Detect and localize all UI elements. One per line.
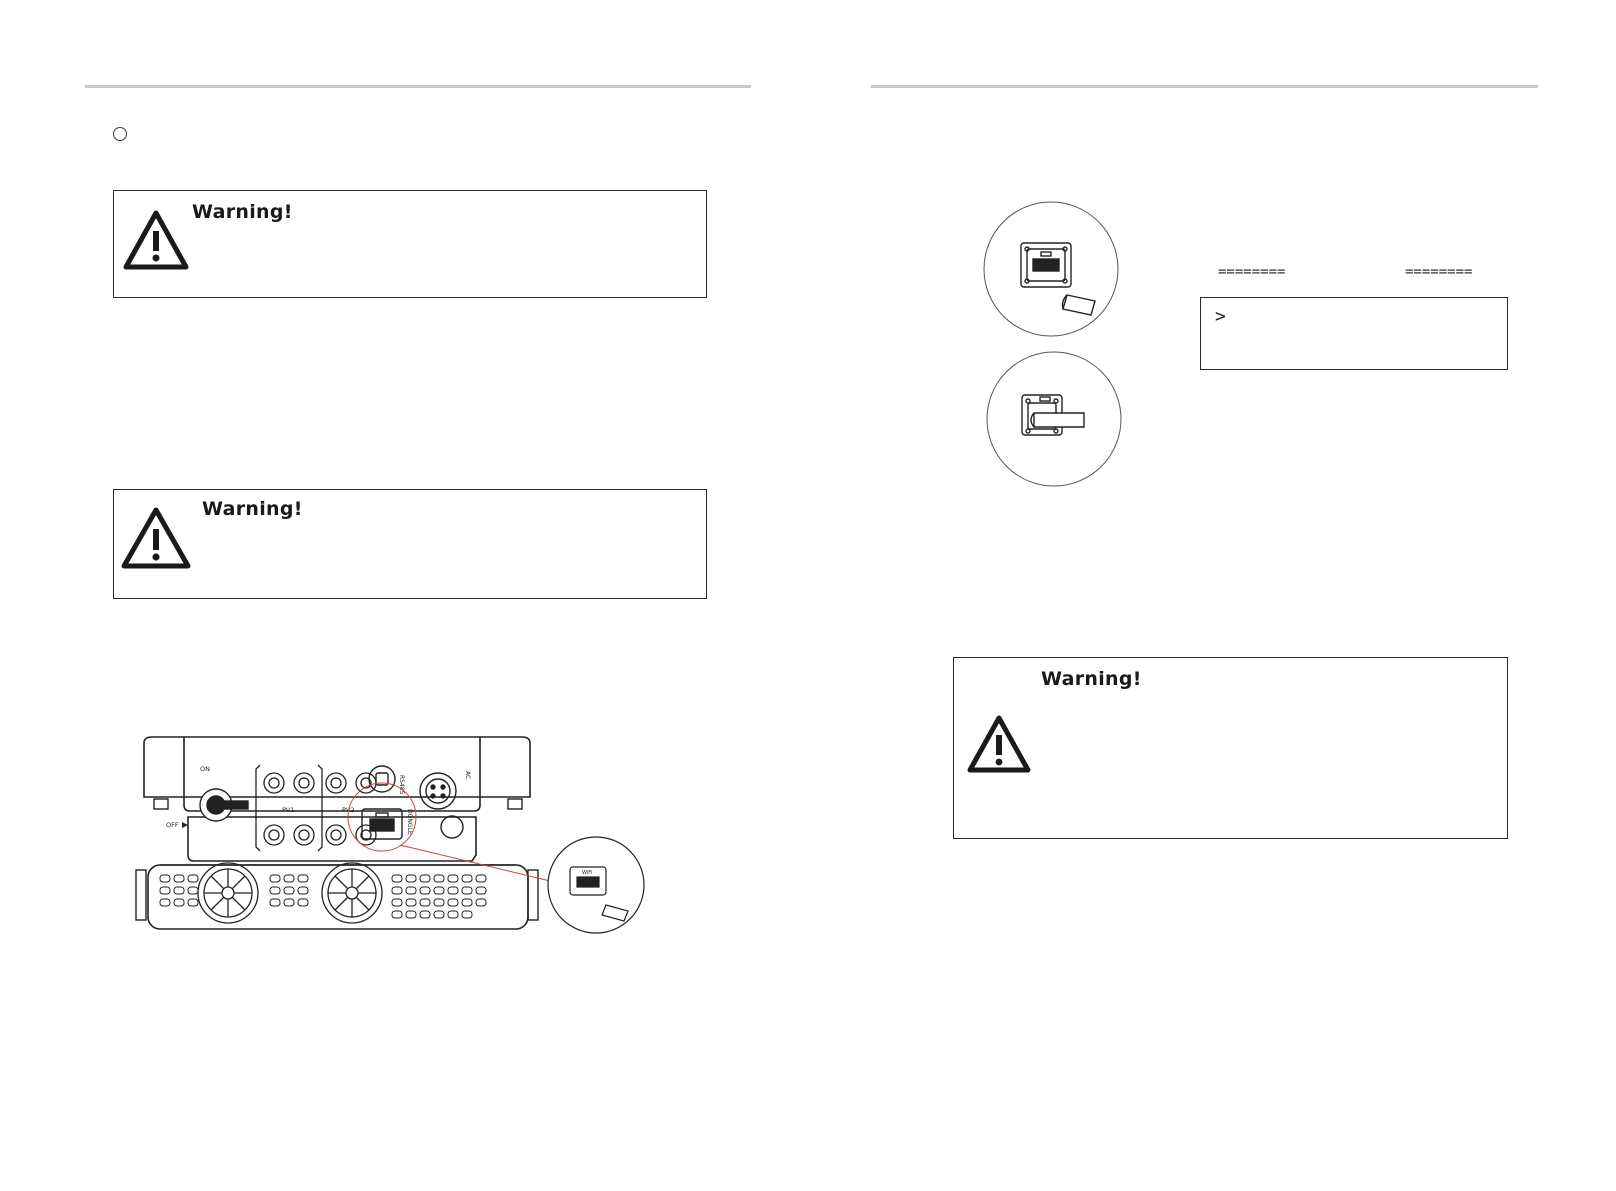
cooling-fans (198, 863, 382, 923)
warning-triangle-icon (120, 506, 192, 570)
lcd-display-box (1200, 297, 1508, 370)
ac-connector (420, 771, 471, 838)
dongle-insert-step-figure (986, 351, 1124, 489)
warning-box-1 (113, 190, 707, 298)
header-rule-right (871, 85, 1538, 88)
label-wifi: WiFi (582, 870, 593, 876)
pv-connectors (256, 765, 376, 851)
label-pv2: PV2 (342, 806, 355, 814)
rs485-port (369, 766, 405, 795)
warning-box-3 (953, 657, 1508, 839)
vent-slots (160, 875, 486, 918)
label-off: OFF (166, 821, 179, 829)
warning-box-2 (113, 489, 707, 599)
header-rule-left (85, 85, 751, 88)
lcd-header-left: ======== (1218, 264, 1286, 280)
warning-title: Warning! (192, 201, 293, 223)
inverter-bottom-view-figure (130, 735, 650, 940)
warning-triangle-icon (122, 209, 190, 271)
warning-title: Warning! (1041, 668, 1142, 690)
lcd-cursor-arrow: > (1215, 306, 1226, 327)
label-dongle: DONGLE (406, 809, 413, 835)
label-ac: AC (464, 771, 471, 780)
warning-title: Warning! (202, 498, 303, 520)
lcd-header-right: ======== (1405, 264, 1473, 280)
warning-triangle-icon (966, 714, 1032, 774)
dongle-zoom-inset (548, 837, 644, 933)
label-on: ON (200, 765, 210, 773)
circle-bullet-icon (113, 127, 127, 141)
dongle-remove-step-figure (983, 201, 1121, 339)
label-rs485: RS485 (398, 775, 405, 795)
label-pv1: PV1 (282, 806, 295, 814)
dongle-port (362, 809, 413, 839)
